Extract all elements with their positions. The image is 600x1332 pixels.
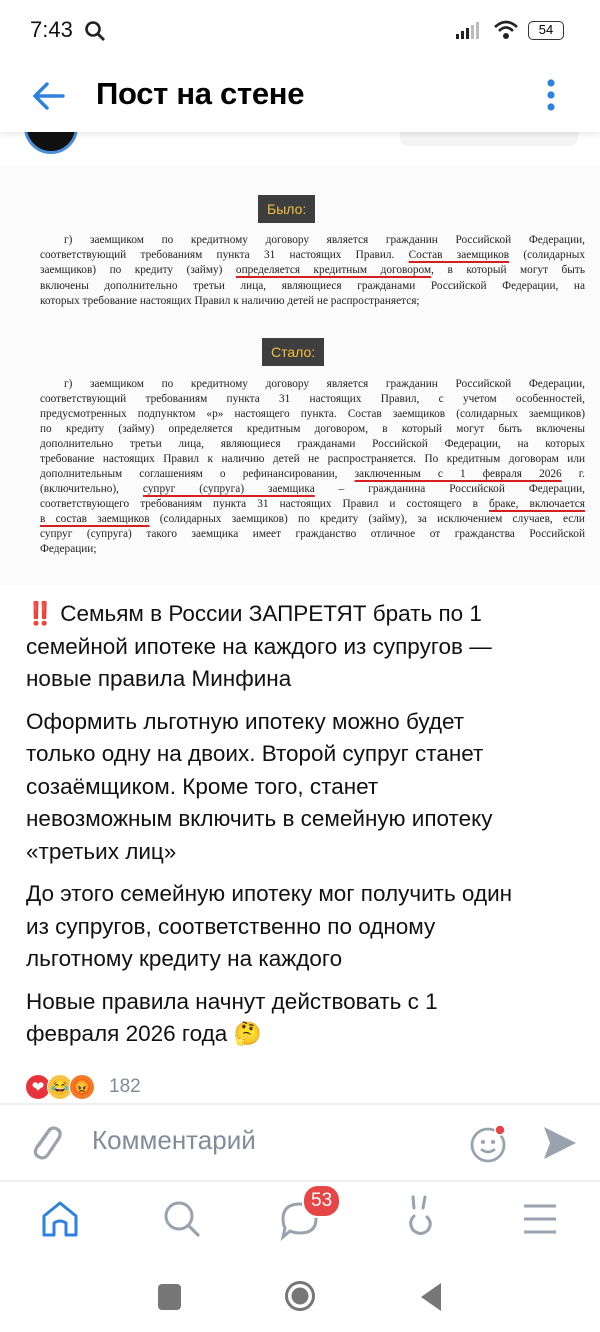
after-label: Стало: xyxy=(262,338,324,366)
bottom-navigation xyxy=(0,1182,600,1266)
document-text: предусмотренных подпунктом «р» настоящего пункта. Состав заемщиков (солидарных заемщиков) xyxy=(40,408,585,420)
document-text: Федерации; xyxy=(40,543,97,555)
underlined-text: в состав заемщиков xyxy=(40,513,150,525)
heart-reaction-icon: ❤ xyxy=(25,1074,51,1100)
document-text: (включительно), xyxy=(40,483,143,495)
underlined-text: супруг (супруга) заемщика xyxy=(142,483,315,495)
more-options-icon[interactable] xyxy=(545,78,557,118)
reactions[interactable] xyxy=(25,1072,141,1102)
document-line xyxy=(40,233,585,248)
document-line xyxy=(40,294,585,309)
document-text: г) заемщиком по кредитному договору является гражданин Российской Федерации, xyxy=(64,378,585,390)
clips-icon[interactable] xyxy=(404,1194,440,1240)
system-navigation xyxy=(0,1266,600,1332)
back-system-button[interactable] xyxy=(420,1282,442,1312)
document-text: супруг (супруга) такого заемщика имеет гражданство отличное от гражданства Российской xyxy=(40,528,585,540)
comment-input[interactable]: Комментарий xyxy=(92,1125,256,1155)
post-line: только одну на двоих. Второй супруг станет xyxy=(26,741,484,766)
post-line: «третьих лиц» xyxy=(26,838,177,864)
send-icon[interactable] xyxy=(542,1125,578,1161)
document-text: включены дополнительно третьи лица, являющиеся гражданами Российской Федерации, на xyxy=(40,279,585,292)
underlined-text: браке, включается xyxy=(489,498,586,510)
post-text xyxy=(26,598,586,1061)
document-text: , в который могут быть xyxy=(431,264,585,277)
battery-icon xyxy=(528,21,564,40)
post-line: новые правила Минфина xyxy=(26,666,292,691)
document-line xyxy=(40,263,585,278)
document-text: заемщиков) по кредиту (займу) xyxy=(40,264,236,277)
follow-button[interactable] xyxy=(400,132,578,146)
document-text: – гражданина Российской Федерации, xyxy=(314,483,585,495)
post-paragraph xyxy=(26,878,586,976)
post-line: невозможным включить в семейную ипотеку xyxy=(26,806,493,831)
post-image-document[interactable] xyxy=(0,165,600,585)
underlined-text: определяется кредитным договором xyxy=(235,264,432,277)
document-line xyxy=(40,279,585,294)
document-line xyxy=(40,542,585,557)
underlined-text: заключенным с 1 февраля 2026 xyxy=(354,468,562,480)
document-line xyxy=(40,467,585,482)
document-line xyxy=(40,482,585,497)
status-time: 7:43 xyxy=(30,17,73,42)
before-label: Было: xyxy=(258,195,315,223)
document-text: дополнительным соглашениям о рефинансировании, xyxy=(40,468,355,480)
document-text: г) заемщиком по кредитному договору является гражданин Российской Федерации, xyxy=(64,234,585,246)
document-line xyxy=(40,452,585,467)
laugh-reaction-icon: 😂 xyxy=(47,1074,73,1100)
document-text: требование настоящих Правил к наличию детей не распространяется. По кредитным договорам или xyxy=(40,453,585,465)
document-line xyxy=(40,527,585,542)
document-text: которых требование настоящих Правил к наличию детей не распространяется; xyxy=(40,294,420,307)
search-icon xyxy=(84,20,106,42)
post-line: льготному кредиту на каждого xyxy=(26,946,343,971)
document-line xyxy=(40,437,585,452)
top-app-bar xyxy=(0,60,600,132)
document-line xyxy=(40,248,585,263)
post-line: созаёмщиком. Кроме того, станет xyxy=(26,773,379,799)
document-text: дополнительно третьи лица, являющиеся гражданами Российской Федерации, на которых xyxy=(40,438,585,450)
document-text: соответствующего требованиям пункта 31 настоящих Правил и состоящего в xyxy=(40,498,490,510)
comment-bar xyxy=(0,1105,600,1180)
reaction-count: 182 xyxy=(109,1076,141,1097)
messages-badge: 53 xyxy=(302,1184,341,1218)
emoji-sticker-icon[interactable] xyxy=(468,1119,510,1165)
page-title: Пост на стене xyxy=(96,76,305,111)
document-line xyxy=(40,377,585,392)
recents-button[interactable] xyxy=(158,1284,181,1310)
post-line: семейной ипотеке на каждого из супругов — xyxy=(26,633,492,659)
document-text: г. xyxy=(561,468,585,480)
signal-icon xyxy=(456,22,486,40)
document-text: (солидарных заемщиков) по кредиту (займу), за исключением случаев, если xyxy=(149,513,585,525)
document-line xyxy=(40,512,585,527)
post-line: До этого семейную ипотеку мог получить один xyxy=(26,881,513,906)
document-text: соответствующий требованиям пункта 31 настоящих Правил, с учетом особенностей, xyxy=(40,393,585,405)
post-line: февраля 2026 года 🤔 xyxy=(26,1021,262,1046)
underlined-text: Состав заемщиков xyxy=(408,249,510,262)
post-line: Оформить льготную ипотеку можно будет xyxy=(26,708,465,734)
post-line: ‼️ Семьям в России ЗАПРЕТЯТ брать по 1 xyxy=(26,601,482,626)
post-paragraph xyxy=(26,986,586,1051)
home-system-button[interactable] xyxy=(284,1280,316,1312)
document-text: (солидарных xyxy=(509,249,585,262)
post-paragraph xyxy=(26,598,586,696)
document-line xyxy=(40,422,585,437)
document-text: соответствующий требованиям пункта 31 настоящих Правил. xyxy=(40,249,409,262)
post-line: Новые правила начнут действовать с 1 xyxy=(26,988,438,1014)
battery-level: 54 xyxy=(538,22,554,37)
menu-icon[interactable] xyxy=(522,1202,558,1236)
document-line xyxy=(40,392,585,407)
attach-icon[interactable] xyxy=(28,1121,64,1165)
document-line xyxy=(40,407,585,422)
angry-reaction-icon: 😡 xyxy=(69,1074,95,1100)
search-nav-icon[interactable] xyxy=(162,1199,202,1239)
post-paragraph xyxy=(26,706,586,869)
wifi-icon xyxy=(494,19,520,41)
back-arrow-icon[interactable] xyxy=(31,81,65,111)
document-line xyxy=(40,497,585,512)
post-line: из супругов, соответственно по одному xyxy=(26,913,436,939)
messages-nav[interactable] xyxy=(280,1190,333,1242)
document-text: по кредиту (займу) определяется кредитным договором, в который могут быть включены xyxy=(40,423,585,435)
home-icon[interactable] xyxy=(40,1199,80,1239)
status-bar xyxy=(0,0,600,60)
